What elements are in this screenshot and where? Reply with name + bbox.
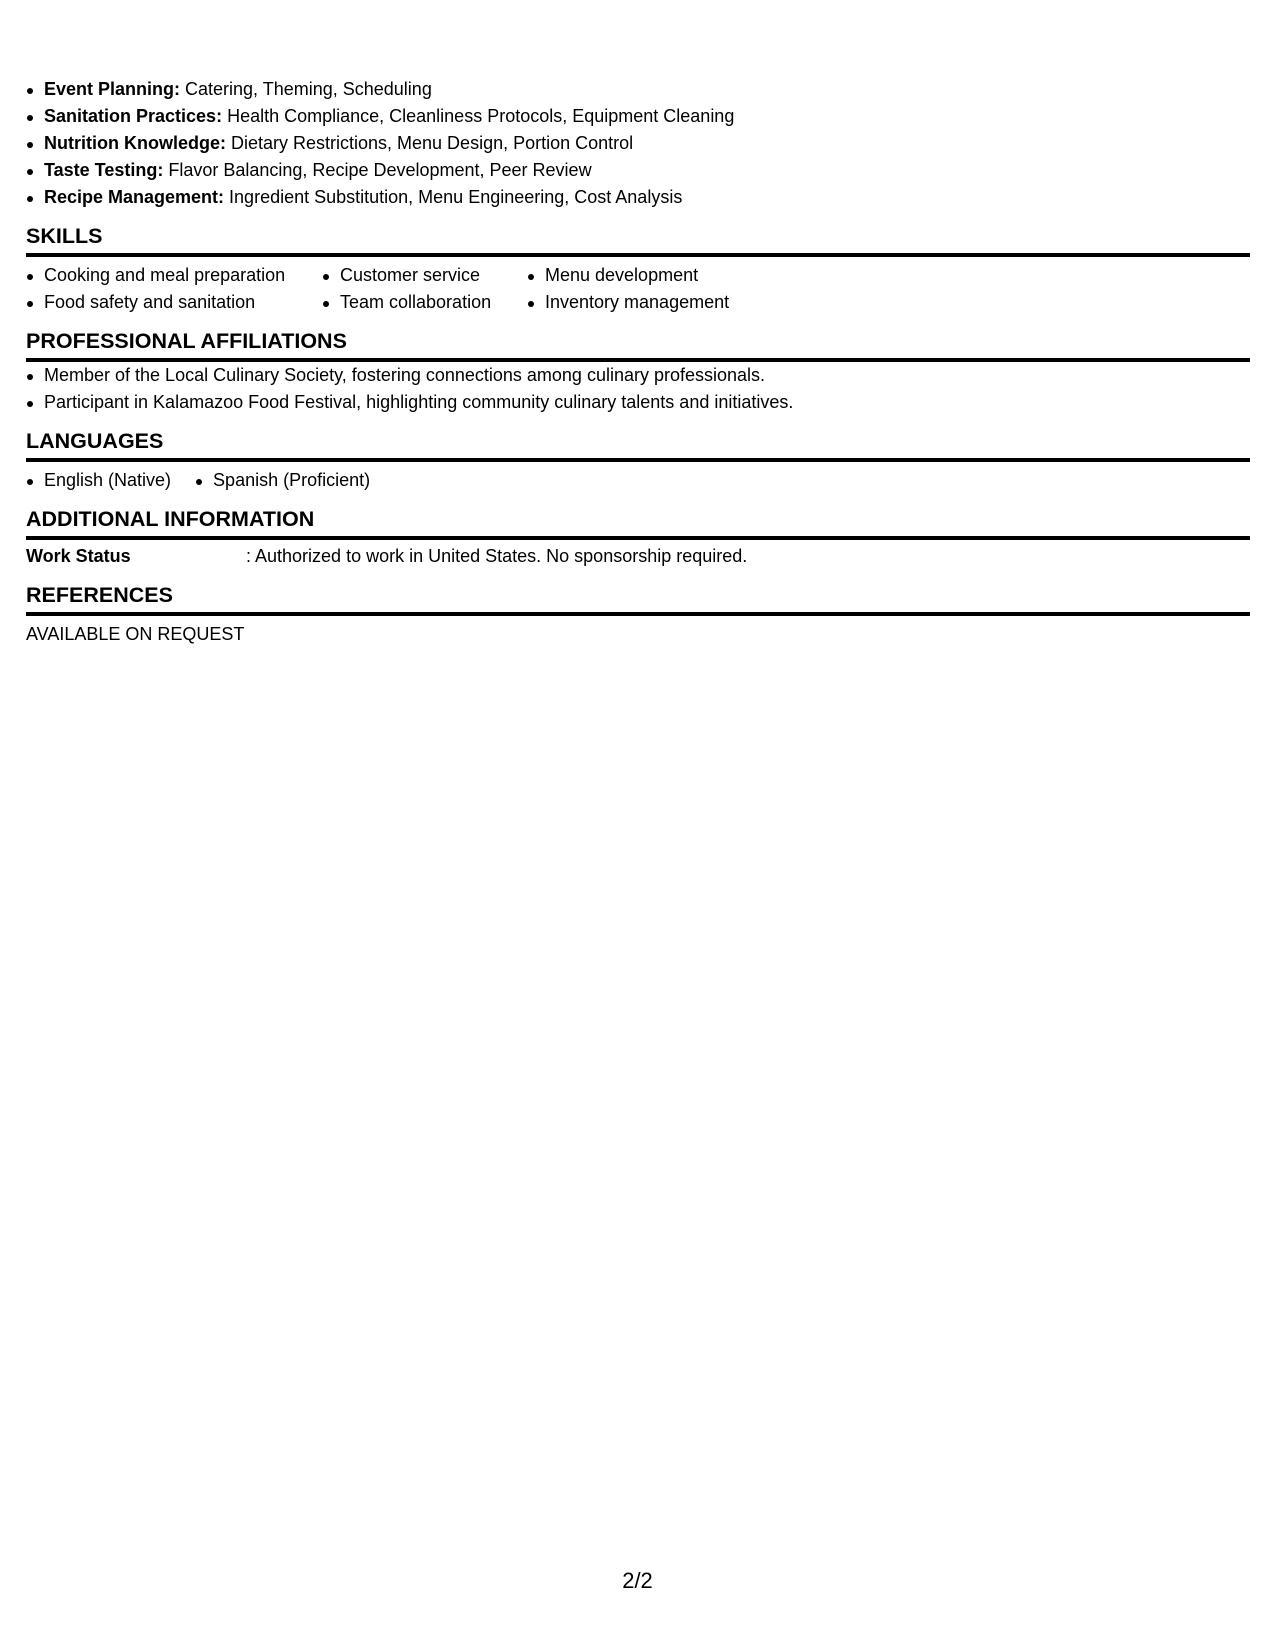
languages-list [26,467,394,494]
affiliations-section [26,328,1250,416]
list-item [26,103,1250,130]
section-title-languages: LANGUAGES [26,428,1250,462]
expertise-label: Nutrition Knowledge: [44,133,226,153]
work-status-row [26,543,1250,570]
references-section [26,582,1250,648]
list-item: English (Native) [26,467,171,494]
languages-section [26,428,1250,494]
list-item [26,130,1250,157]
skills-columns [26,262,1250,316]
additional-info-section [26,506,1250,570]
expertise-label: Recipe Management: [44,187,225,207]
section-title-affiliations: PROFESSIONAL AFFILIATIONS [26,328,1250,362]
page-number: 2/2 [622,1568,653,1593]
work-status-label: Work Status [26,546,131,566]
section-title-additional-info: ADDITIONAL INFORMATION [26,506,1250,540]
expertise-text: Health Compliance, Cleanliness Protocols, Equipment Cleaning [222,106,735,126]
resume-content [26,76,1250,648]
list-item: Participant in Kalamazoo Food Festival, highlighting community culinary talents and initiatives. [26,389,1250,416]
skills-section [26,223,1250,316]
list-item [26,184,1250,211]
section-title-references: REFERENCES [26,582,1250,616]
list-item: Customer service [322,262,527,289]
expertise-list [26,76,1250,211]
list-item: Member of the Local Culinary Society, fostering connections among culinary professionals. [26,362,1250,389]
list-item: Menu development [527,262,787,289]
expertise-label: Sanitation Practices: [44,106,223,126]
work-status-value: : Authorized to work in United States. No sponsorship required. [246,546,748,566]
affiliations-list [26,362,1250,416]
expertise-text: Dietary Restrictions, Menu Design, Portion Control [225,133,634,153]
list-item [26,76,1250,103]
languages-row [26,467,1250,494]
list-item: Cooking and meal preparation [26,262,322,289]
expertise-label: Taste Testing: [44,160,164,180]
list-item: Spanish (Proficient) [195,467,370,494]
skills-column [527,262,787,316]
expertise-text: Catering, Theming, Scheduling [180,79,432,99]
section-title-skills: SKILLS [26,223,1250,257]
list-item: Inventory management [527,289,787,316]
skills-column [322,262,527,316]
expertise-text: Flavor Balancing, Recipe Development, Peer Review [163,160,592,180]
list-item [26,157,1250,184]
list-item: Team collaboration [322,289,527,316]
skills-column [26,262,322,316]
references-text: AVAILABLE ON REQUEST [26,624,245,644]
list-item: Food safety and sanitation [26,289,322,316]
expertise-label: Event Planning: [44,79,181,99]
expertise-text: Ingredient Substitution, Menu Engineering, Cost Analysis [224,187,683,207]
